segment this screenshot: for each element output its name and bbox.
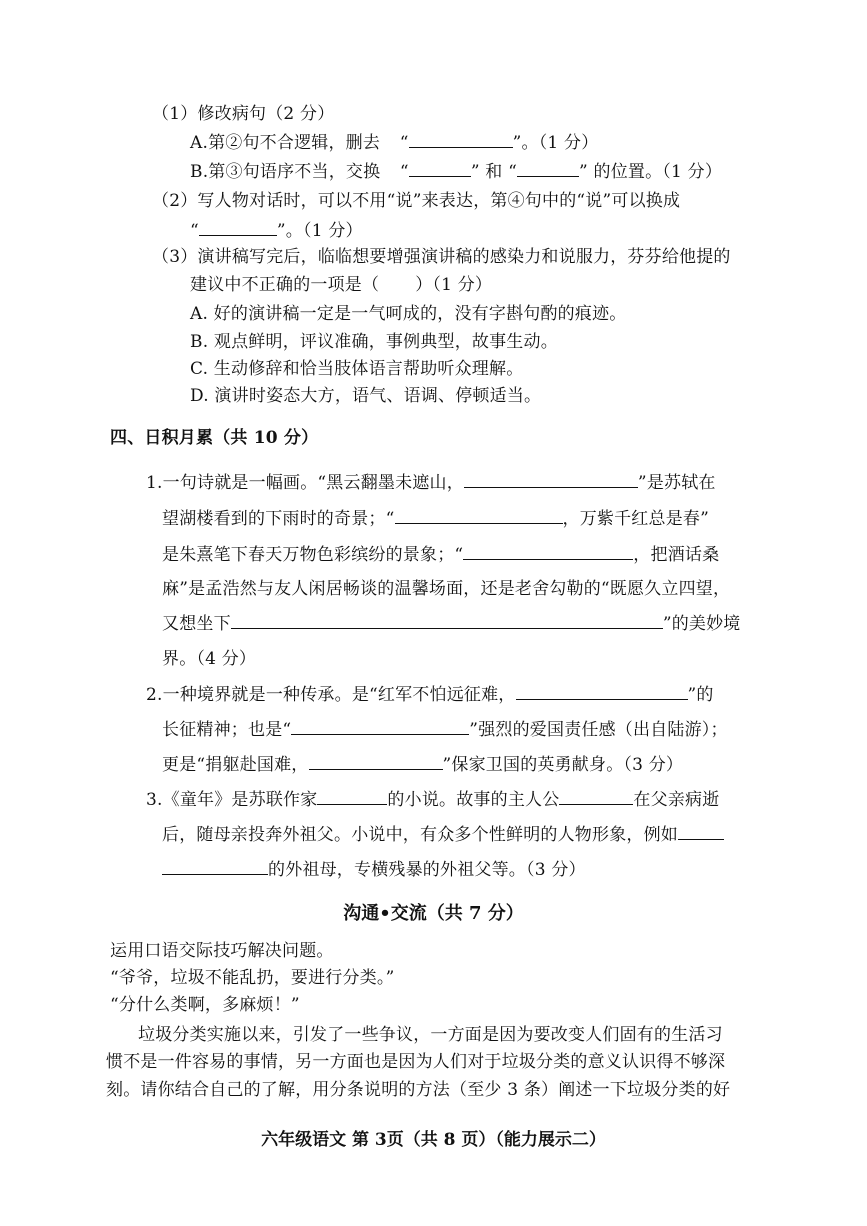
comm-para-line3: 刻。请你结合自己的了解，用分条说明的方法（至少 3 条）阐述一下垃圾分类的好 (106, 1080, 731, 1100)
s3-line2: 后，随母亲投奔外祖父。小说中，有众多个性鲜明的人物形象，例如 (162, 823, 724, 846)
s2-blank-1[interactable] (516, 683, 688, 700)
q1a-tail: ”。（1 分） (512, 133, 599, 153)
s1-blank-3[interactable] (463, 543, 633, 560)
s3-blank-2[interactable] (559, 788, 633, 805)
s3-line1: 3.《童年》是苏联作家 的小说。故事的主人公 在父亲病逝 (146, 790, 720, 810)
q1b-mid: ” 和 “ (470, 162, 518, 182)
s1-line4: 麻”是孟浩然与友人闲居畅谈的温馨场面，还是老舍勾勒的“既愿久立四望， (162, 579, 731, 599)
part4-heading: 四、日积月累（共 10 分） (110, 428, 319, 448)
s2-blank-2[interactable] (291, 718, 469, 735)
q1a-line: A.第②句不合逻辑，删去 “ ”。（1 分） (190, 133, 599, 153)
s1-blank-2[interactable] (395, 507, 563, 524)
s2-line2: 长征精神；也是“ ”强烈的爱国责任感（出自陆游）； (162, 720, 728, 740)
comm-intro: 运用口语交际技巧解决问题。 (110, 941, 334, 961)
section-comm-title: 沟通•交流（共 7 分） (343, 903, 524, 924)
q2-blank[interactable] (199, 219, 277, 236)
q1a-text: A.第②句不合逻辑，删去 (190, 133, 381, 153)
s3-line3: 的外祖母，专横残暴的外祖父等。（3 分） (162, 858, 586, 881)
s2-line3: 更是“捐躯赴国难， ”保家卫国的英勇献身。（3 分） (162, 755, 684, 775)
s2-line1: 2.一种境界就是一种传承。是“红军不怕远征难， ”的 (146, 685, 714, 705)
q2-stem: （2）写人物对话时，可以不用“说”来表达，第④句中的“说”可以换成 (152, 191, 681, 211)
s1-blank-1[interactable] (464, 471, 638, 488)
q2-answer-line: “ ”。（1 分） (190, 221, 363, 241)
s1-line2: 望湖楼看到的下雨时的奇景；“ ，万紫千红总是春” (162, 509, 709, 529)
page-footer: 六年级语文 第 3页（共 8 页）（能力展示二） (261, 1130, 606, 1150)
s1-line1: 1.一句诗就是一幅画。“黑云翻墨未遮山， ”是苏轼在 (146, 473, 716, 493)
q1b-blank-2[interactable] (517, 160, 579, 177)
q1-stem: （1）修改病句（2 分） (152, 104, 335, 124)
q1b-tail: ” 的位置。（1 分） (579, 162, 723, 182)
q3-option-b: B. 观点鲜明，评议准确，事例典型，故事生动。 (190, 332, 558, 352)
q2-tail: ”。（1 分） (276, 221, 363, 241)
s2-blank-3[interactable] (309, 753, 443, 770)
comm-para-line2: 惯不是一件容易的事情，另一方面也是因为人们对于垃圾分类的意义认识得不够深 (106, 1052, 726, 1072)
s1-line3: 是朱熹笔下春天万物色彩缤纷的景象；“ ，把酒话桑 (162, 545, 720, 565)
q1a-blank[interactable] (409, 131, 513, 148)
q3-stem-2: 建议中不正确的一项是（ ）（1 分） (190, 275, 493, 295)
q3-stem: （3）演讲稿写完后，临临想要增强演讲稿的感染力和说服力，芬芬给他提的 (152, 247, 731, 267)
q1b-text: B.第③句语序不当，交换 (190, 162, 381, 182)
s3-blank-3a[interactable] (678, 823, 724, 840)
comm-quote-2: “分什么类啊，多麻烦！” (110, 995, 300, 1015)
s3-blank-1[interactable] (317, 788, 387, 805)
q1b-line: B.第③句语序不当，交换 “ ” 和 “ ” 的位置。（1 分） (190, 162, 723, 182)
comm-para-line1: 垃圾分类实施以来，引发了一些争议，一方面是因为要改变人们固有的生活习 (138, 1025, 723, 1045)
q3-option-a: A. 好的演讲稿一定是一气呵成的，没有字斟句酌的痕迹。 (190, 304, 627, 324)
q3-option-d: D. 演讲时姿态大方，语气、语调、停顿适当。 (190, 386, 542, 406)
comm-quote-1: “爷爷，垃圾不能乱扔，要进行分类。” (110, 968, 395, 988)
q3-option-c: C. 生动修辞和恰当肢体语言帮助听众理解。 (190, 359, 524, 379)
s1-line5: 又想坐下 ”的美妙境 (162, 614, 741, 634)
s1-line6: 界。（4 分） (162, 649, 257, 669)
s1-blank-4[interactable] (231, 612, 663, 629)
s3-blank-3b[interactable] (162, 858, 268, 875)
q1b-blank-1[interactable] (409, 160, 471, 177)
